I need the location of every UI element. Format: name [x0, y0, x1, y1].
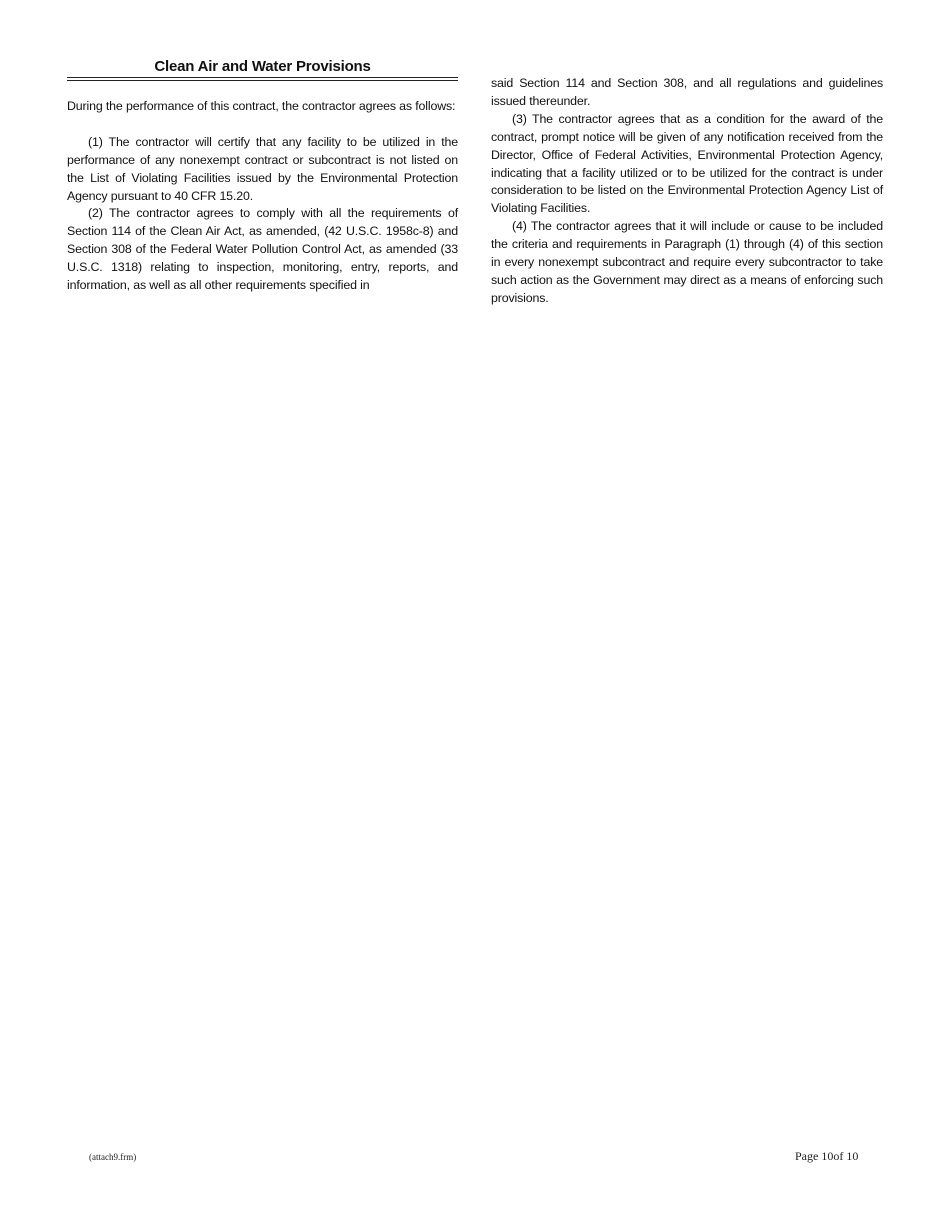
- heading-double-rule: [67, 77, 458, 81]
- paragraph-2-part-1: (2) The contractor agrees to comply with all the requirements of Section 114 of the Clean Air Act, as amended, (42 U.S.C. 1958c-8) and Section 308 of the Federal Water Pollution Control Act, as amended (33 U.S.C. 1318) relating to inspection, monitoring, entry, reports, and information, as well as all other requirements specified in: [67, 206, 458, 293]
- paragraph-4: (4) The contractor agrees that it will include or cause to be included the criteria and requirements in Paragraph (1) through (4) of this section in every nonexempt subcontract and require every subcontractor to take such action as the Government may direct as a means of enforcing such provisions.: [491, 219, 883, 305]
- footer-page-number: Page 10of 10: [795, 1149, 859, 1163]
- left-column: [67, 58, 458, 295]
- paragraph-2-part-2: said Section 114 and Section 308, and all regulations and guidelines issued thereunder.: [491, 76, 883, 108]
- paragraph-1: (1) The contractor will certify that any facility to be utilized in the performance of any nonexempt contract or subcontract is not listed on the List of Violating Facilities issued by the Environmental Protection Agency pursuant to 40 CFR 15.20.: [67, 134, 458, 203]
- paragraph-3: (3) The contractor agrees that as a condition for the award of the contract, prompt notice will be given of any notification received from the Director, Office of Federal Activities, Environmental Protection Agency, indicating that a facility utilized or to be utilized for the contract is under consideration to be listed on the Environmental Protection Agency List of Violating Facilities.: [491, 111, 883, 216]
- intro-paragraph: During the performance of this contract, the contractor agrees as follows:: [67, 99, 456, 113]
- right-column: [491, 75, 883, 308]
- section-heading: Clean Air and Water Provisions: [154, 58, 371, 75]
- footer-file-name: (attach9.frm): [89, 1152, 137, 1162]
